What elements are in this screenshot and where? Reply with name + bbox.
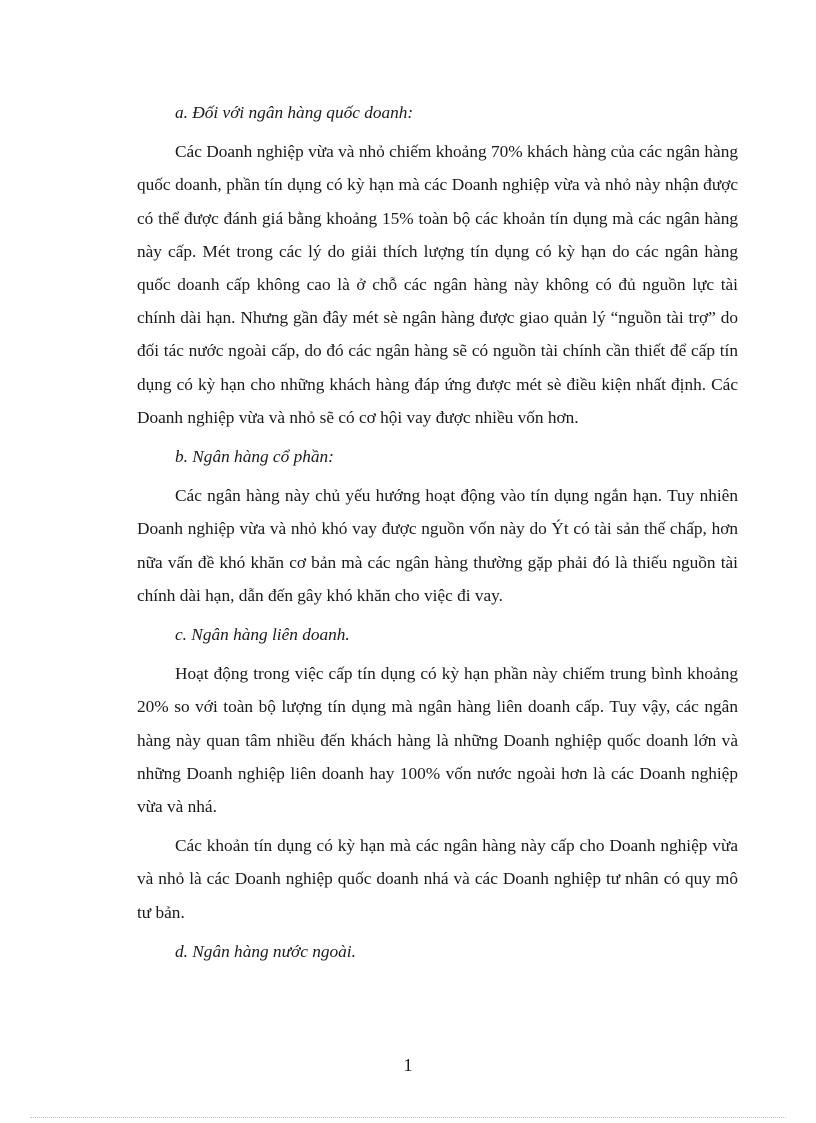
- page-number: 1: [403, 1055, 413, 1075]
- section-heading-a: a. Đối với ngân hàng quốc doanh:: [175, 103, 414, 122]
- section-heading-c: c. Ngân hàng liên doanh.: [175, 625, 350, 645]
- section-heading-b: b. Ngân hàng cổ phần:: [175, 447, 334, 467]
- page-bottom-divider: [30, 1117, 786, 1118]
- document-body: [137, 96, 738, 974]
- paragraph-joint-venture-banks: Hoạt động trong việc cấp tín dụng có kỳ hạn phần này chiếm trung bình khoảng 20% so với toàn bộ lượng tín dụng mà ngân hàng liên doanh cấp. Tuy vậy, các ngân hàng này quan tâm nhiều đến khách hàng là những Doanh nghiệp quốc doanh lớn và những Doanh nghiệp liên doanh hay 100% vốn nước ngoài hơn là các Doanh nghiệp vừa và nhá.: [137, 664, 738, 817]
- paragraph-joint-stock-banks: Các ngân hàng này chủ yếu hướng hoạt động vào tín dụng ngắn hạn. Tuy nhiên Doanh nghiệp vừa và nhỏ khó vay được nguồn vốn này do Ýt có tài sản thế chấp, hơn nữa vấn đề khó khăn cơ bản mà các ngân hàng thường gặp phải đó là thiếu nguồn tài chính dài hạn, dẫn đến gây khó khăn cho việc đi vay.: [137, 486, 738, 605]
- section-heading-d: d. Ngân hàng nước ngoài.: [175, 941, 356, 961]
- paragraph-state-banks: Các Doanh nghiệp vừa và nhỏ chiếm khoảng 70% khách hàng của các ngân hàng quốc doanh, phần tín dụng có kỳ hạn mà các Doanh nghiệp vừa và nhỏ này nhận được có thể được đánh giá bằng khoảng 15% toàn bộ các khoản tín dụng mà các ngân hàng này cấp. Mét trong các lý do giải thích lượng tín dụng có kỳ hạn do các ngân hàng quốc doanh cấp không cao là ở chỗ các ngân hàng này không có đủ nguồn lực tài chính dài hạn. Nhưng gần đây mét sè ngân hàng được giao quản lý “nguồn tài trợ” do đối tác nước ngoài cấp, do đó các ngân hàng sẽ có nguồn tài chính cần thiết để cấp tín dụng có kỳ hạn cho những khách hàng đáp ứng được mét sè điều kiện nhất định. Các Doanh nghiệp vừa và nhỏ sẽ có cơ hội vay được nhiều vốn hơn.: [137, 142, 738, 427]
- paragraph-joint-venture-credit: Các khoản tín dụng có kỳ hạn mà các ngân hàng này cấp cho Doanh nghiệp vừa và nhỏ là các Doanh nghiệp quốc doanh nhá và các Doanh nghiệp tư nhân có quy mô tư bản.: [137, 836, 738, 922]
